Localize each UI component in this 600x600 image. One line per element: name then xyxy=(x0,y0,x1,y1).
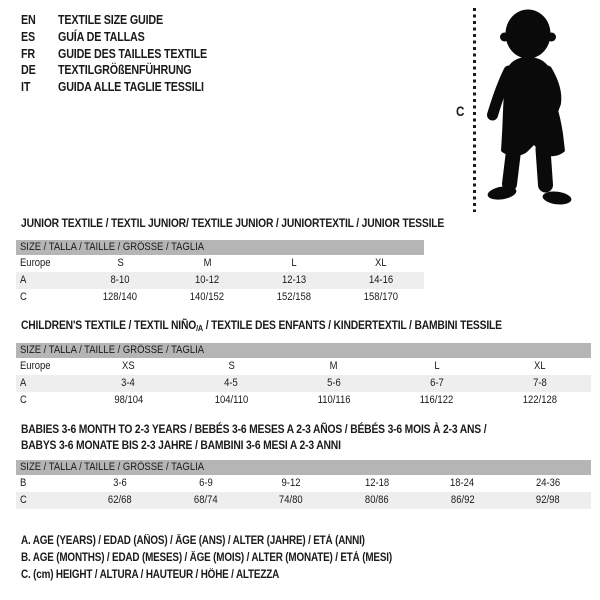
table-cell: XL xyxy=(374,257,387,269)
row-label: C xyxy=(20,291,27,303)
row-label: A xyxy=(20,377,27,389)
language-code: EN xyxy=(21,13,36,27)
table-cell: 104/110 xyxy=(214,394,248,406)
height-measure-label: C xyxy=(456,104,465,119)
table-cell: 122/128 xyxy=(522,394,557,406)
language-title-list xyxy=(21,12,231,96)
table-cell: 3-4 xyxy=(121,377,136,389)
table-cell: 8-10 xyxy=(110,274,130,286)
table-cell: 140/152 xyxy=(190,291,225,303)
table-cell: M xyxy=(203,257,212,269)
language-row xyxy=(21,12,231,29)
table-cell: 12-18 xyxy=(364,477,389,489)
table-cell: 9-12 xyxy=(281,477,301,489)
table-cell: L xyxy=(291,257,297,269)
table-cell: 80/86 xyxy=(365,494,389,506)
table-cell: 152/158 xyxy=(276,291,311,303)
table-cell: 68/74 xyxy=(193,494,218,506)
language-code: IT xyxy=(21,80,31,95)
table-cell: 18-24 xyxy=(450,477,475,489)
table-cell: L xyxy=(434,360,440,372)
table-row xyxy=(16,392,591,409)
table-cell: 92/98 xyxy=(536,494,561,506)
table-cell: 12-13 xyxy=(281,274,306,286)
footnotes xyxy=(21,533,452,583)
row-label: C xyxy=(20,394,27,406)
row-label: Europe xyxy=(20,360,51,372)
junior-section-title: JUNIOR TEXTILE / TEXTIL JUNIOR/ TEXTILE JUNIOR / JUNIORTEXTIL / JUNIOR TESSILE xyxy=(21,216,445,230)
language-title: GUIDE DES TAILLES TEXTILE xyxy=(58,46,208,61)
table-cell: M xyxy=(330,360,338,372)
title-subscript: /A xyxy=(196,323,204,333)
table-cell: 62/68 xyxy=(107,494,132,506)
table-cell: 4-5 xyxy=(224,377,239,389)
language-row xyxy=(21,79,231,96)
table-row xyxy=(16,289,424,306)
table-cell: 116/122 xyxy=(420,394,454,406)
row-label: A xyxy=(20,274,27,286)
children-section-title: CHILDREN'S TEXTILE / TEXTIL NIÑO/A / TEXTILE DES ENFANTS / KINDERTEXTIL / BAMBINI TESSILE xyxy=(21,318,502,333)
table-row xyxy=(16,255,424,272)
junior-size-table xyxy=(16,240,424,306)
size-header-bar: SIZE / TALLA / TAILLE / GRÖSSE / TAGLIA xyxy=(16,343,591,358)
table-row xyxy=(16,358,591,375)
table-cell: 128/140 xyxy=(103,291,138,303)
table-cell: 10-12 xyxy=(195,274,220,286)
size-header-bar: SIZE / TALLA / TAILLE / GRÖSSE / TAGLIA xyxy=(16,240,424,255)
table-cell: 86/92 xyxy=(450,494,475,506)
babies-size-table xyxy=(16,460,591,509)
table-row xyxy=(16,272,424,289)
table-cell: S xyxy=(117,257,124,269)
table-cell: 6-9 xyxy=(198,477,213,489)
table-cell: XL xyxy=(533,360,546,372)
table-cell: 24-36 xyxy=(536,477,561,489)
table-cell: 6-7 xyxy=(429,377,444,389)
row-label: C xyxy=(20,494,27,506)
language-title: TEXTILGRÖßENFÜHRUNG xyxy=(58,63,192,78)
language-code: DE xyxy=(21,63,36,78)
table-cell: 110/116 xyxy=(317,394,351,406)
table-cell: 74/80 xyxy=(279,494,304,506)
table-row xyxy=(16,375,591,392)
footnote-c: C. (cm) HEIGHT / ALTURA / HAUTEUR / HÖHE / ALTEZZA xyxy=(21,568,280,581)
language-code: ES xyxy=(21,29,36,44)
height-measure-dotted-line xyxy=(473,8,476,212)
language-title: TEXTILE SIZE GUIDE xyxy=(58,13,164,27)
table-cell: 158/170 xyxy=(363,291,398,303)
table-cell: 5-6 xyxy=(327,377,341,389)
language-row xyxy=(21,62,231,79)
footnote-a: A. AGE (YEARS) / EDAD (AÑOS) / ÂGE (ANS) / ALTER (JAHRE) / ETÀ (ANNI) xyxy=(21,535,365,547)
table-row xyxy=(16,475,591,492)
row-label: Europe xyxy=(20,257,51,269)
table-row xyxy=(16,492,591,509)
row-label: B xyxy=(20,477,27,489)
table-cell: 14-16 xyxy=(368,274,393,286)
table-cell: S xyxy=(228,360,235,372)
language-title: GUÍA DE TALLAS xyxy=(58,29,145,44)
toddler-silhouette-icon xyxy=(478,4,600,214)
language-row xyxy=(21,29,231,46)
language-row xyxy=(21,46,231,63)
table-cell: XS xyxy=(122,360,135,372)
language-code: FR xyxy=(21,46,35,61)
table-cell: 3-6 xyxy=(112,477,127,489)
footnote-b: B. AGE (MONTHS) / EDAD (MESES) / ÂGE (MOIS) / ALTER (MONATE) / ETÀ (MESI) xyxy=(21,551,392,564)
table-cell: 7-8 xyxy=(532,377,547,389)
children-size-table xyxy=(16,343,591,409)
babies-section-title: BABIES 3-6 MONTH TO 2-3 YEARS / BEBÉS 3-6 MESES A 2-3 AÑOS / BÉBÉS 3-6 MOIS À 2-3 ANS / BABYS 3-6 MONATE BIS 2-3 JAHRE / BAMBINI 3-6 MESI A 2-3 ANNI xyxy=(21,422,487,452)
table-cell: 98/104 xyxy=(113,394,143,406)
size-header-bar: SIZE / TALLA / TAILLE / GRÖSSE / TAGLIA xyxy=(16,460,591,475)
language-title: GUIDA ALLE TAGLIE TESSILI xyxy=(58,80,204,95)
